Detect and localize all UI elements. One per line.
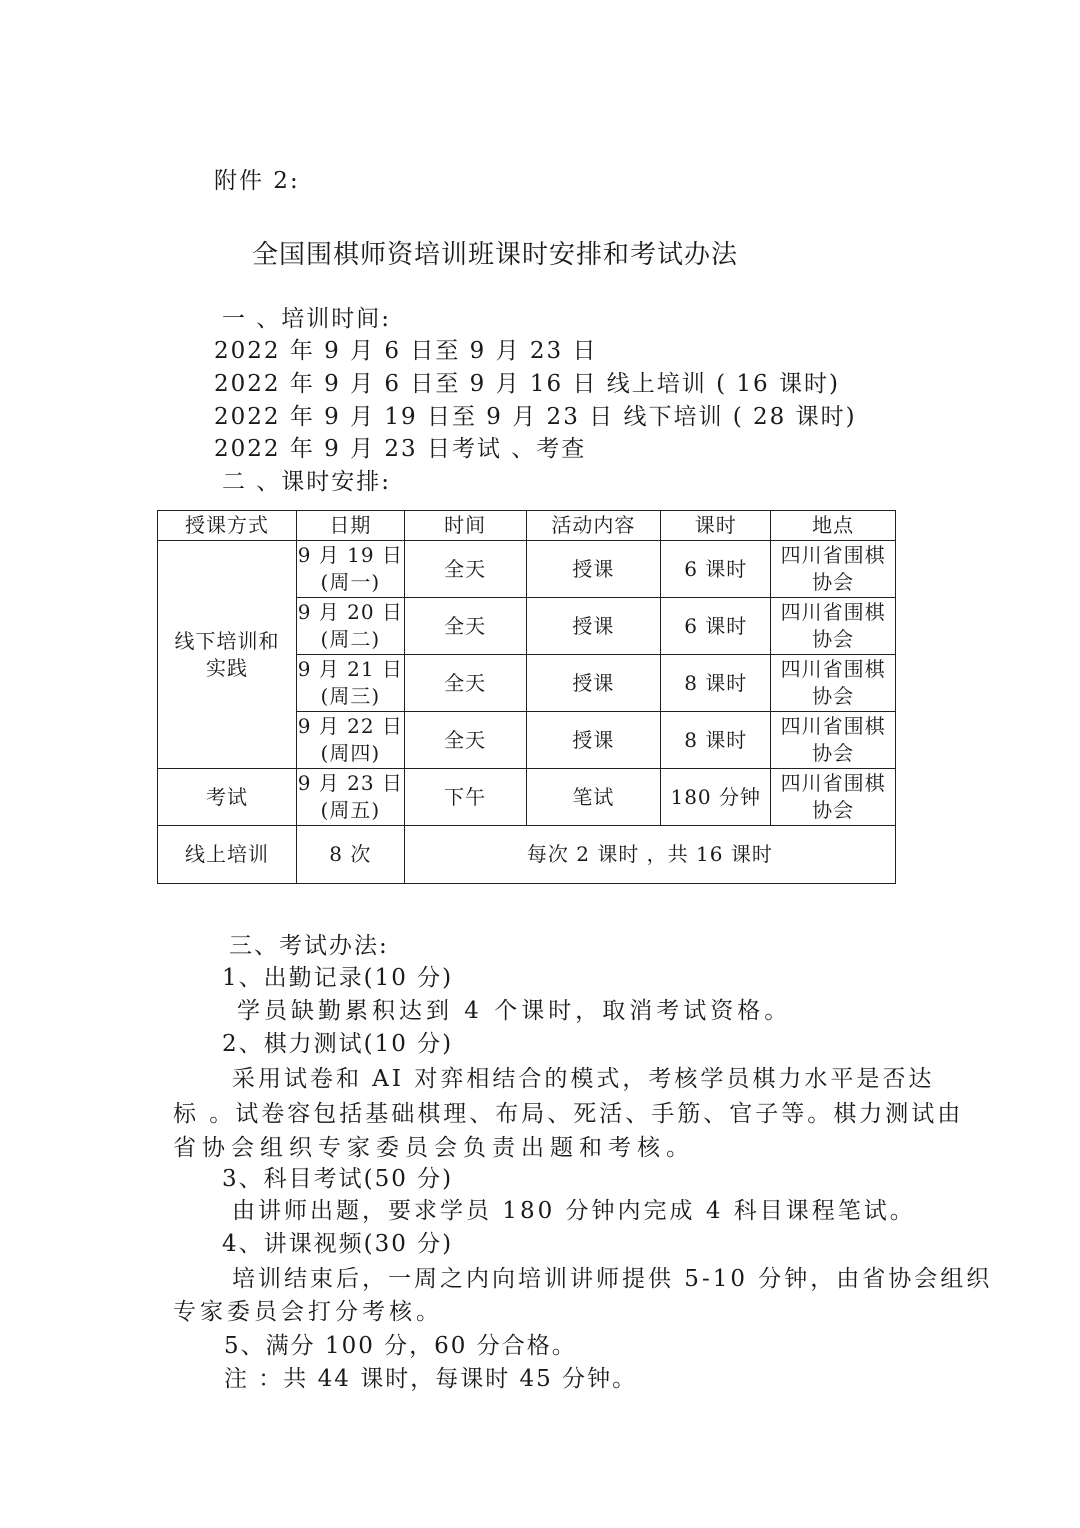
date-cell [296,712,404,769]
offline-mode-text: 线下培训和实践 [174,628,280,680]
exam-item-text: 专家委员会打分考核。 [173,1299,443,1325]
online-mode-cell: 线上培训 [158,826,297,884]
column-header: 授课方式 [158,511,297,541]
exam-item-text: 由讲师出题，要求学员 180 分钟内完成 4 科目课程笔试。 [232,1198,916,1224]
exam-item-title: 5、满分 100 分，60 分合格。 [224,1333,577,1359]
exam-mode-cell: 考试 [158,769,297,826]
attachment-label: 附件 2: [214,168,300,194]
offline-mode-cell [158,541,297,769]
exam-item-text: 培训结束后，一周之内向培训讲师提供 5-10 分钟，由省协会组织 [232,1266,993,1292]
date-text: 9 月 21 日 [297,657,403,681]
training-time-line: 2022 年 9 月 6 日至 9 月 23 日 [214,338,598,364]
training-time-line: 2022 年 9 月 6 日至 9 月 16 日 线上培训 ( 16 课时) [214,371,840,397]
training-time-line: 2022 年 9 月 19 日至 9 月 23 日 线下培训 ( 28 课时) [214,404,857,430]
weekday-text: (周五) [320,798,381,822]
column-header: 活动内容 [526,511,661,541]
note-text: 注 ：共 44 课时，每课时 45 分钟。 [224,1366,638,1392]
table-row [158,541,896,598]
column-header: 课时 [661,511,771,541]
date-text: 9 月 19 日 [297,543,403,567]
exam-item-text: 学员缺勤累积达到 4 个课时，取消考试资格。 [237,998,792,1024]
table-row [158,769,896,826]
column-header: 日期 [296,511,404,541]
exam-item-text: 标 。试卷容包括基础棋理、布局、死活、手筋、官子等。棋力测试由 [173,1101,964,1127]
time-cell: 全天 [404,598,526,655]
table-row [158,826,896,884]
weekday-text: (周一) [320,570,381,594]
weekday-text: (周四) [320,741,381,765]
training-time-line: 2022 年 9 月 23 日考试 、考查 [214,436,587,462]
date-text: 9 月 22 日 [297,714,403,738]
place-cell [771,655,896,712]
weekday-text: (周二) [320,627,381,651]
column-header: 时间 [404,511,526,541]
place-text: 协会 [812,684,855,708]
weekday-text: (周三) [320,684,381,708]
date-cell [296,541,404,598]
place-cell [771,541,896,598]
time-cell: 下午 [404,769,526,826]
place-text: 四川省围棋 [780,543,886,567]
place-cell [771,769,896,826]
place-text: 四川省围棋 [780,657,886,681]
date-cell [296,769,404,826]
date-cell [296,655,404,712]
online-count-cell: 8 次 [296,826,404,884]
place-text: 四川省围棋 [780,771,886,795]
date-cell [296,598,404,655]
exam-item-text: 省协会组织专家委员会负责出题和考核。 [173,1135,695,1161]
exam-item-title: 3、科目考试(50 分) [222,1166,454,1192]
column-header: 地点 [771,511,896,541]
section1-heading: 一 、培训时间: [222,306,392,332]
exam-item-text: 采用试卷和 AI 对弈相结合的模式，考核学员棋力水平是否达 [232,1066,935,1092]
time-cell: 全天 [404,712,526,769]
date-text: 9 月 20 日 [297,600,403,624]
schedule-table [157,510,896,884]
place-text: 协会 [812,627,855,651]
activity-cell: 授课 [526,598,661,655]
activity-cell: 授课 [526,655,661,712]
time-cell: 全天 [404,541,526,598]
activity-cell: 笔试 [526,769,661,826]
activity-cell: 授课 [526,712,661,769]
exam-item-title: 4、讲课视频(30 分) [222,1231,454,1257]
hours-cell: 8 课时 [661,712,771,769]
place-text: 协会 [812,741,855,765]
place-text: 四川省围棋 [780,600,886,624]
online-detail-cell: 每次 2 课时 ，共 16 课时 [404,826,895,884]
table-header-row [158,511,896,541]
place-text: 协会 [812,798,855,822]
date-text: 9 月 23 日 [297,771,403,795]
place-text: 协会 [812,570,855,594]
hours-cell: 180 分钟 [661,769,771,826]
hours-cell: 8 课时 [661,655,771,712]
place-text: 四川省围棋 [780,714,886,738]
place-cell [771,598,896,655]
page-title: 全国围棋师资培训班课时安排和考试办法 [252,240,739,270]
place-cell [771,712,896,769]
hours-cell: 6 课时 [661,541,771,598]
activity-cell: 授课 [526,541,661,598]
time-cell: 全天 [404,655,526,712]
section3-heading: 三、考试办法: [229,933,389,959]
hours-cell: 6 课时 [661,598,771,655]
exam-item-title: 1、出勤记录(10 分) [222,965,454,991]
section2-heading: 二 、课时安排: [222,469,392,495]
exam-item-title: 2、棋力测试(10 分) [222,1031,454,1057]
